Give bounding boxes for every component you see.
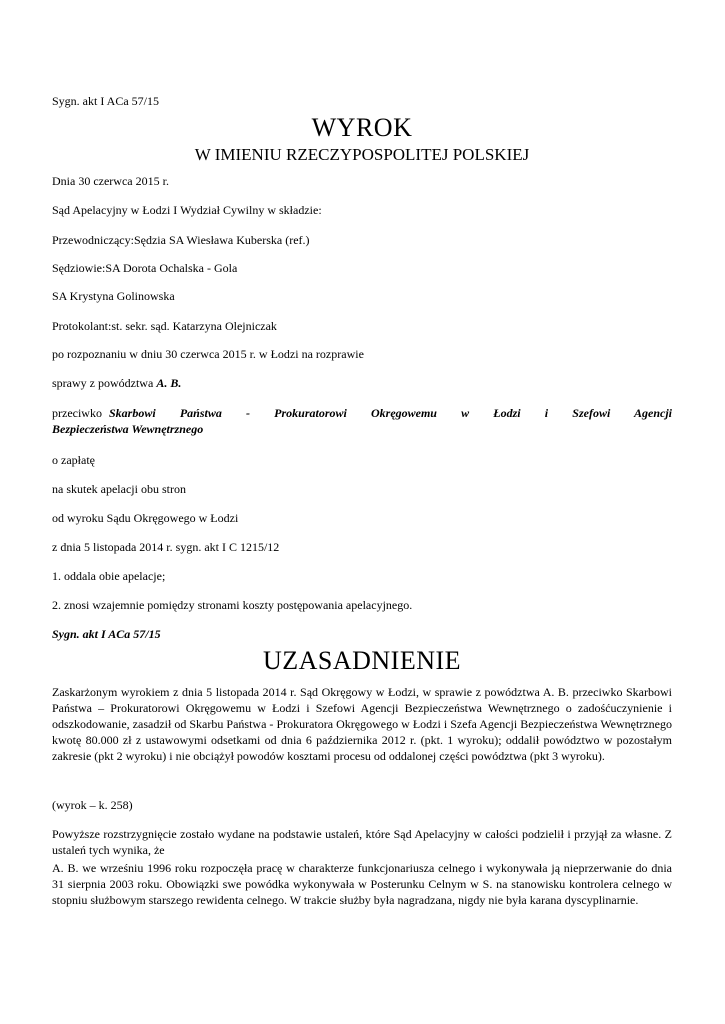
court-clerk: Protokolant:st. sekr. sąd. Katarzyna Olejniczak <box>52 319 277 333</box>
case-subject: o zapłatę <box>52 453 95 467</box>
hearing-info: po rozpoznaniu w dniu 30 czerwca 2015 r. w Łodzi na rozprawie <box>52 347 364 361</box>
lower-court-judgment: od wyroku Sądu Okręgowego w Łodzi <box>52 511 239 525</box>
case-prefix: sprawy z powództwa <box>52 376 157 390</box>
verdict-subtitle: W IMIENIU RZECZYPOSPOLITEJ POLSKIEJ <box>194 145 530 164</box>
defendant-line-1 <box>52 405 672 421</box>
judges: Sędziowie:SA Dorota Ochalska - Gola <box>52 261 238 275</box>
against-prefix: przeciwko <box>52 406 105 420</box>
record-reference: (wyrok – k. 258) <box>52 798 133 812</box>
plaintiff-name: A. B. <box>156 376 182 390</box>
presiding-judge: Przewodniczący:Sędzia SA Wiesława Kuberska (ref.) <box>52 233 310 247</box>
judge-second: SA Krystyna Golinowska <box>52 289 175 303</box>
verdict-title: WYROK <box>311 113 413 142</box>
judgment-date: z dnia 5 listopada 2014 r. sygn. akt I C 1215/12 <box>52 540 280 554</box>
case-defendant-block <box>52 405 672 437</box>
verdict-date: Dnia 30 czerwca 2015 r. <box>52 174 169 188</box>
justification-paragraph-2b: A. B. we wrześniu 1996 roku rozpoczęła pracę w charakterze funkcjonariusza celnego i wykonywała ją nieprzerwanie do dnia 31 sierpnia 2003 roku. Obowiązki swe powódka wykonywała w Posterunku Celnym w S. na stanowisku kontrolera celnego w stopniu służbowym starszego rewidenta celnego. W trakcie służby była nagradzana, nigdy nie była karana dyscyplinarnie. <box>52 861 672 907</box>
case-plaintiff-line <box>52 375 181 391</box>
ruling-item-1: 1. oddala obie apelacje; <box>52 569 166 583</box>
court-composition: Sąd Apelacyjny w Łodzi I Wydział Cywilny w składzie: <box>52 203 322 217</box>
justification-paragraph-2a: Powyższe rozstrzygnięcie zostało wydane na podstawie ustaleń, które Sąd Apelacyjny w całości podzielił i przyjął za własne. Z ustaleń tych wynika, że <box>52 827 672 857</box>
justification-signature: Sygn. akt I ACa 57/15 <box>52 627 161 641</box>
ruling-item-2: 2. znosi wzajemnie pomiędzy stronami koszty postępowania apelacyjnego. <box>52 598 413 612</box>
defendant-name-line-2: Bezpieczeństwa Wewnętrznego <box>52 422 204 436</box>
appeal-info: na skutek apelacji obu stron <box>52 482 186 496</box>
justification-paragraph-1: Zaskarżonym wyrokiem z dnia 5 listopada 2014 r. Sąd Okręgowy w Łodzi, w sprawie z powództwa A. B. przeciwko Skarbowi Państwa – Prokuratorowi Okręgowemu w Łodzi i Szefowi Agencji Bezpieczeństwa Wewnętrznego o zadośćuczynienie i odszkodowanie, zasadził od Skarbu Państwa - Prokuratora Okręgowego w Łodzi i Szefa Agencji Bezpieczeństwa Wewnętrznego kwotę 80.000 zł z ustawowymi odsetkami od dnia 6 października 2012 r. (pkt. 1 wyroku); oddalił powództwo w pozostałym zakresie (pkt 2 wyroku) i nie obciążył powodów kosztami procesu od oddalonej części powództwa (pkt 3 wyroku). <box>52 685 672 763</box>
justification-title: UZASADNIENIE <box>262 646 462 675</box>
defendant-name-line-1: Skarbowi Państwa - Prokuratorowi Okręgowemu w Łodzi i Szefowi Agencji <box>108 406 672 420</box>
case-signature: Sygn. akt I ACa 57/15 <box>52 94 159 108</box>
